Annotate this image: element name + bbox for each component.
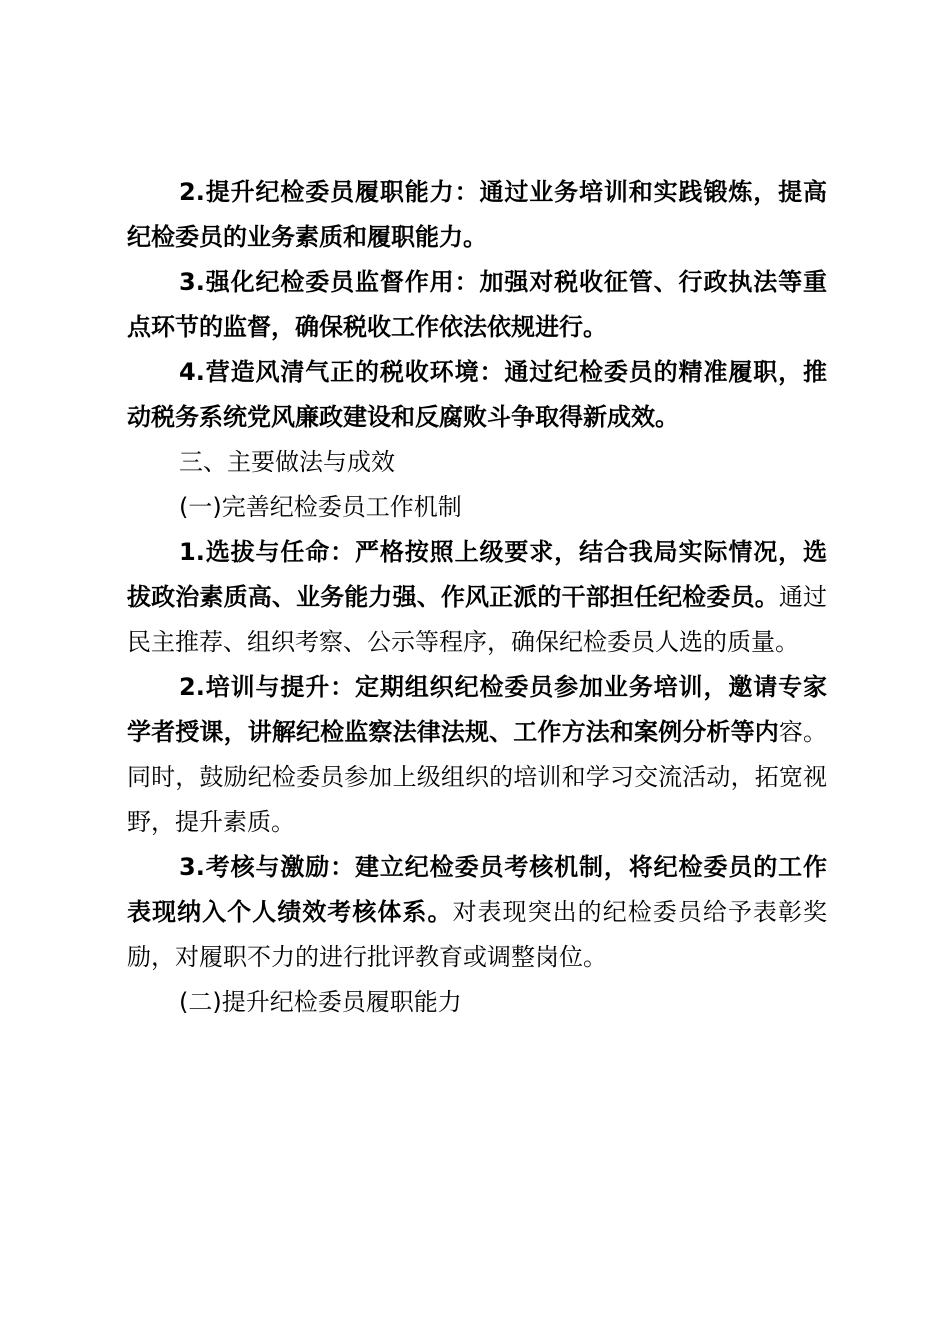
paragraph-goal-3-text: 3.强化纪检委员监督作用：加强对税收征管、行政执法等重点环节的监督，确保税收工作依法依规进行。 [127, 268, 827, 341]
paragraph-assessment [127, 845, 827, 980]
paragraph-goal-3 [127, 260, 827, 350]
paragraph-training-normal-text: 容。同时，鼓励纪检委员参加上级组织的培训和学习交流活动，拓宽视野，提升素质。 [127, 718, 828, 836]
paragraph-goal-2 [127, 170, 827, 260]
paragraph-selection-normal-text: 通过民主推荐、组织考察、公示等程序，确保纪检委员人选的质量。 [127, 583, 828, 656]
paragraph-goal-2-text: 2.提升纪检委员履职能力：通过业务培训和实践锻炼，提高纪检委员的业务素质和履职能力。 [127, 178, 827, 251]
subsection-heading-mechanism: (一)完善纪检委员工作机制 [179, 493, 462, 521]
paragraph-selection-bold-text: 1.选拔与任命：严格按照上级要求，结合我局实际情况，选拔政治素质高、业务能力强、作风正派的干部担任纪检委员。 [127, 538, 827, 611]
paragraph-selection [127, 530, 827, 665]
subsection-heading-capability: (二)提升纪检委员履职能力 [179, 988, 462, 1016]
paragraph-training-bold-text: 2.培训与提升：定期组织纪检委员参加业务培训，邀请专家学者授课，讲解纪检监察法律法规、工作方法和案例分析等内 [127, 673, 827, 746]
paragraph-training [127, 665, 827, 845]
paragraph-goal-4-text: 4.营造风清气正的税收环境：通过纪检委员的精准履职，推动税务系统党风廉政建设和反腐败斗争取得新成效。 [127, 358, 827, 431]
section-heading-main-practices: 三、主要做法与成效 [179, 448, 395, 476]
paragraph-assessment-normal-text: 对表现突出的纪检委员给予表彰奖励，对履职不力的进行批评教育或调整岗位。 [127, 898, 828, 971]
paragraph-assessment-bold-text: 3.考核与激励：建立纪检委员考核机制，将纪检委员的工作表现纳入个人绩效考核体系。 [127, 853, 827, 926]
paragraph-goal-4 [127, 350, 827, 440]
document-page [127, 170, 827, 1025]
